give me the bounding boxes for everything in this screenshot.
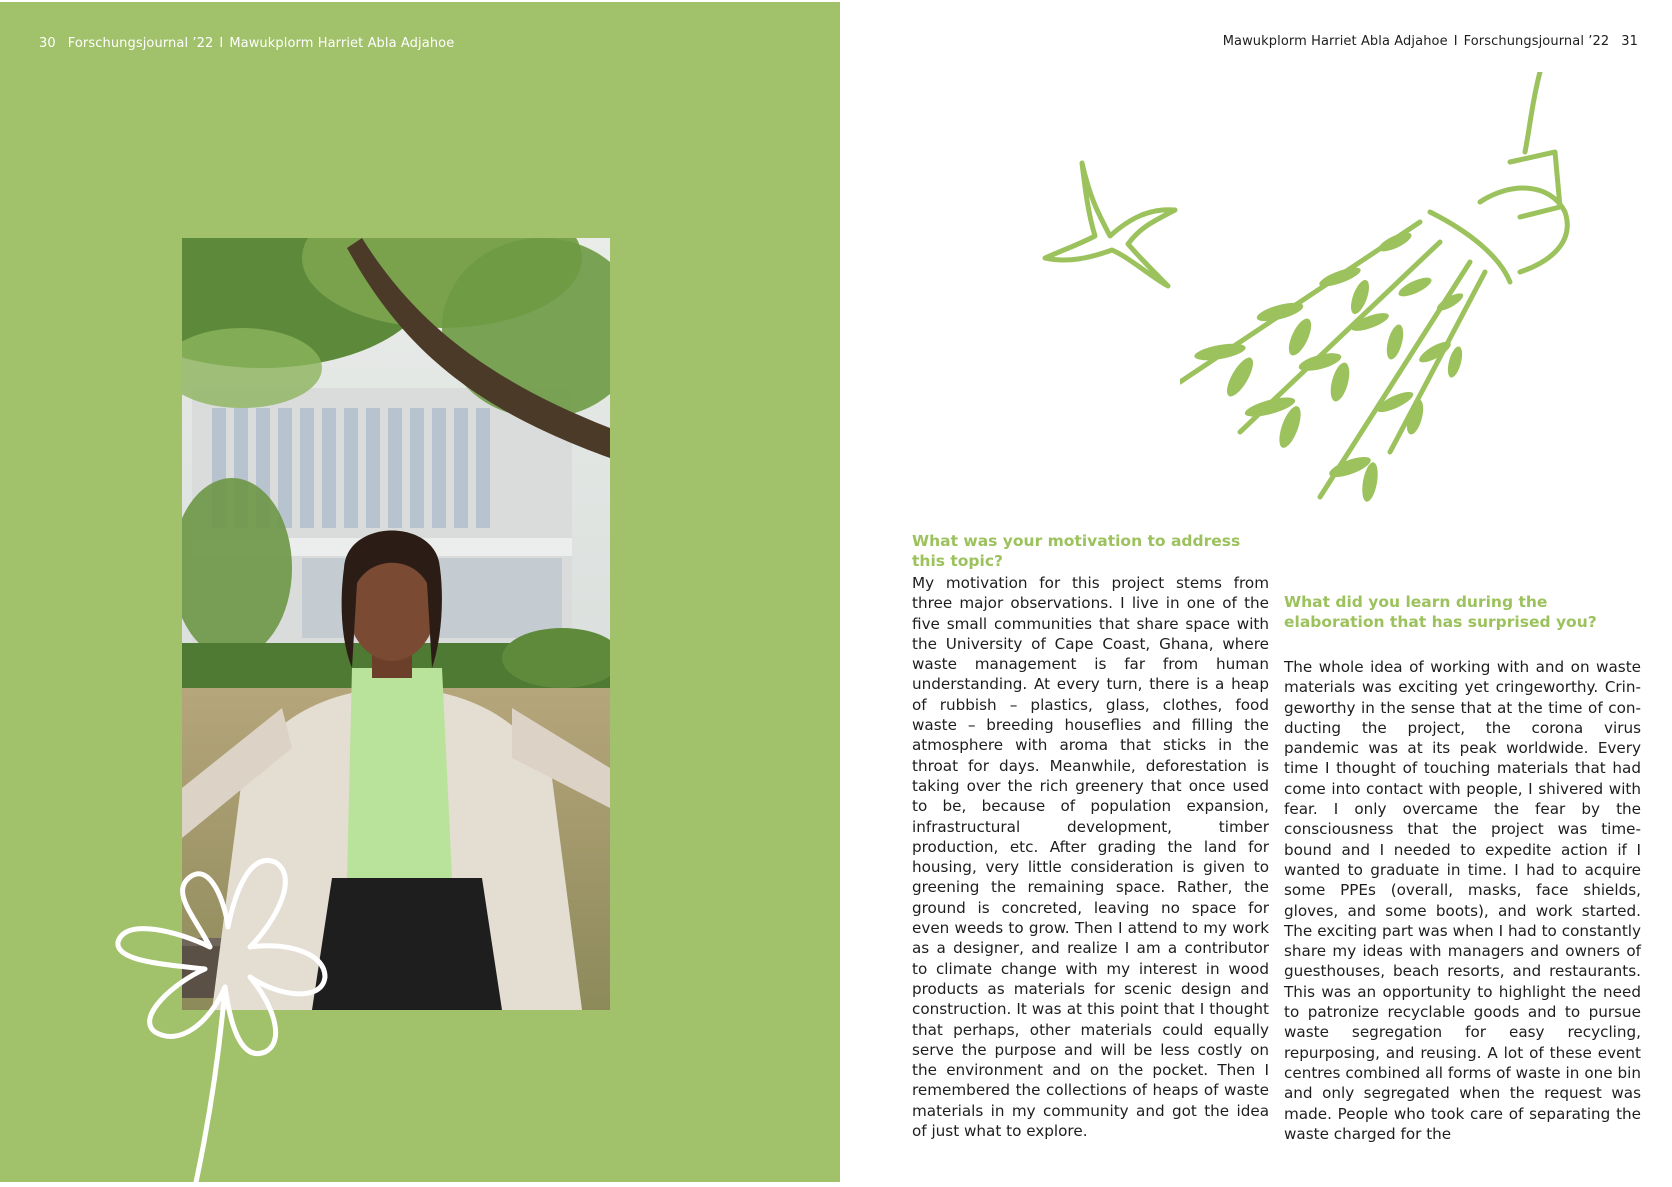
leaf-broom-icon <box>1180 72 1620 552</box>
running-head-left <box>39 36 454 51</box>
separator-right: I <box>1453 34 1458 49</box>
separator-left: I <box>219 36 224 51</box>
flower-outline-icon <box>100 847 360 1187</box>
left-page <box>0 2 840 1182</box>
section-body-learning: The whole idea of working with and on waste materials was exciting yet cringeworthy. Cringeworthy in the sense that at the time of conducting the project, the corona virus pandemic was at its peak worldwide. Every time I thought of touching materials that had come into contact with people, I shivered with fear. I only overcame the fear by the consciousness that the project was time-bound and I needed to expedite action if I wanted to graduate in time. I had to acquire some PPEs (overall, masks, face shields, gloves, and some boots), and work started. The exciting part was when I had to constantly share my ideas with managers and owners of guesthouses, beach resorts, and restaurants. This was an opportunity to highlight the need to patronize recyclable goods and to pursue waste segregation for easy recycling, repurposing, and reusing. A lot of these event centres combined all forms of waste in one bin and only segregated when the request was made. People who took care of separating the waste charged for the <box>1284 658 1641 1143</box>
star-doodle-icon <box>1040 158 1180 298</box>
page-number-right: 31 <box>1621 34 1638 49</box>
section-body-motivation: My motivation for this project stems from three major observations. I live in one of the five small communities that share space with the University of Cape Coast, Ghana, where waste management is far from human understanding. At every turn, there is a heap of rubbish – plastics, glass, clothes, food waste – breeding houseflies and filling the atmosphere with aroma that sticks in the throat for days. Meanwhile, deforestation is taking over the rich greenery that once used to be, because of population expansion, infrastructural development, timber production, etc. After grading the land for housing, very little consideration is given to greening the remaining space. Rather, the ground is concreted, leaving no space for even weeds to grow. Then I attend to my work as a designer, and realize I am a contributor to climate change with my interest in wood products as materials for scenic design and construction. It was at this point that I thought that perhaps, other materials could equally serve the purpose and will be less costly on the environment and on the pocket. Then I remembered the collections of heaps of waste materials in my community and got the idea of just what to explore. <box>912 574 1269 1141</box>
page-number-left: 30 <box>39 36 56 51</box>
section-heading-learning: What did you learn during the elaboration that has surprised you? <box>1284 593 1597 631</box>
author-name-left: Mawukplorm Harriet Abla Adjahoe <box>229 36 455 51</box>
journal-title-right: Forschungsjournal ’22 <box>1463 34 1610 49</box>
author-name-right: Mawukplorm Harriet Abla Adjahoe <box>1222 34 1448 49</box>
section-heading-motivation: What was your motivation to address this topic? <box>912 532 1241 570</box>
journal-title-left: Forschungsjournal ’22 <box>67 36 214 51</box>
running-head-right <box>1223 34 1638 49</box>
